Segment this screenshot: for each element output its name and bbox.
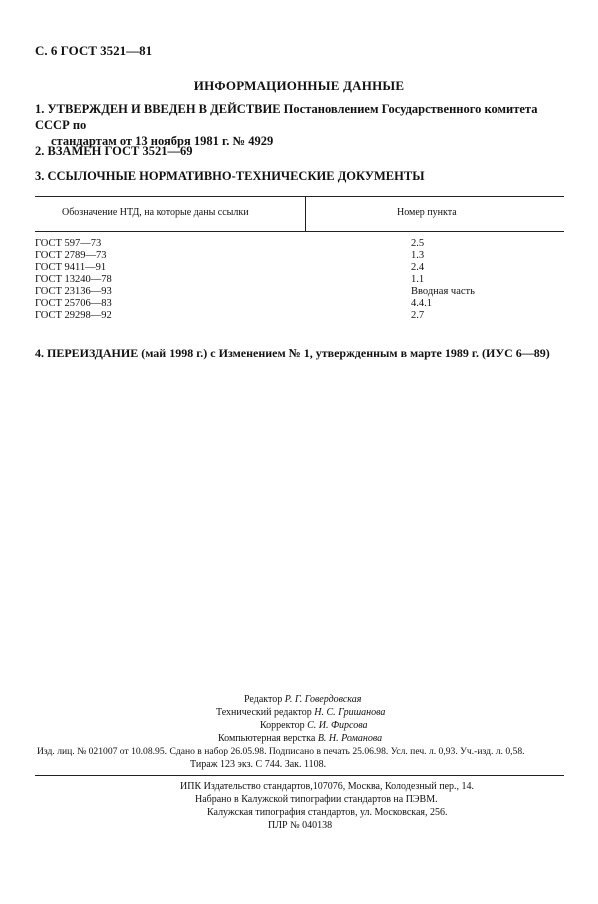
table-col1-header: Обозначение НТД, на которые даны ссылки bbox=[62, 207, 249, 218]
table-top-rule bbox=[35, 196, 564, 197]
credit-tech-editor bbox=[216, 706, 423, 719]
page-header: С. 6 ГОСТ 3521—81 bbox=[35, 43, 153, 58]
info-item-1 bbox=[35, 101, 565, 149]
table-header-rule bbox=[35, 231, 564, 232]
table-cell-clause: 1.3 bbox=[411, 250, 425, 261]
credit-corrector-label: Корректор bbox=[260, 720, 305, 731]
credit-layout bbox=[218, 732, 423, 745]
table-col2-header: Номер пункта bbox=[397, 207, 457, 218]
table-header-divider bbox=[305, 196, 306, 231]
publisher-line4: ПЛР № 040138 bbox=[268, 820, 333, 831]
section-title: ИНФОРМАЦИОННЫЕ ДАННЫЕ bbox=[193, 78, 405, 93]
table-cell-ntd: ГОСТ 13240—78 bbox=[35, 274, 112, 285]
info-item-1-line2: стандартам от 13 ноября 1981 г. № 4929 bbox=[51, 134, 274, 148]
table-cell-clause: 2.4 bbox=[411, 262, 425, 273]
credit-corrector bbox=[243, 719, 423, 732]
table-cell-clause: 4.4.1 bbox=[411, 298, 432, 309]
table-cell-clause: 2.5 bbox=[411, 238, 425, 249]
table-cell-ntd: ГОСТ 29298—92 bbox=[35, 310, 112, 321]
table-col2 bbox=[411, 238, 475, 322]
table-cell-ntd: ГОСТ 23136—93 bbox=[35, 286, 112, 297]
info-item-2: 2. ВЗАМЕН ГОСТ 3521—69 bbox=[35, 144, 193, 158]
credit-editor-name: Р. Г. Говердовская bbox=[284, 694, 362, 705]
imprint-line1: Изд. лиц. № 021007 от 10.08.95. Сдано в набор 26.05.98. Подписано в печать 25.06.98. Усл. печ. л. 0,93. Уч.-изд. л. 0,58. bbox=[37, 746, 525, 757]
publisher-line3: Калужская типография стандартов, ул. Московская, 256. bbox=[207, 807, 448, 818]
publisher-line2: Набрано в Калужской типографии стандартов на ПЭВМ. bbox=[195, 794, 438, 805]
imprint-line2: Тираж 123 экз. С 744. Зак. 1108. bbox=[190, 759, 327, 770]
table-cell-ntd: ГОСТ 2789—73 bbox=[35, 250, 107, 261]
table-cell-ntd: ГОСТ 597—73 bbox=[35, 238, 102, 249]
table-cell-clause: 2.7 bbox=[411, 310, 425, 321]
table-col1 bbox=[35, 238, 112, 322]
credit-layout-name: В. Н. Романова bbox=[317, 733, 383, 744]
credit-tech-name: Н. С. Гришанова bbox=[314, 707, 386, 718]
info-item-3: 3. ССЫЛОЧНЫЕ НОРМАТИВНО-ТЕХНИЧЕСКИЕ ДОКУМЕНТЫ bbox=[35, 169, 425, 183]
info-item-1-line1: 1. УТВЕРЖДЕН И ВВЕДЕН В ДЕЙСТВИЕ Постановлением Государственного комитета СССР по bbox=[35, 102, 538, 132]
footer-rule bbox=[35, 775, 564, 776]
publisher-line1: ИПК Издательство стандартов,107076, Москва, Колодезный пер., 14. bbox=[180, 781, 475, 792]
table-cell-clause: 1.1 bbox=[411, 274, 425, 285]
table-cell-clause: Вводная часть bbox=[411, 286, 475, 297]
credit-layout-label: Компьютерная верстка bbox=[218, 733, 316, 744]
credits-block bbox=[216, 693, 423, 745]
credit-editor-label: Редактор bbox=[244, 694, 283, 705]
credit-corrector-name: С. И. Фирсова bbox=[307, 720, 368, 731]
table-cell-ntd: ГОСТ 25706—83 bbox=[35, 298, 112, 309]
info-item-4: 4. ПЕРЕИЗДАНИЕ (май 1998 г.) с Изменением № 1, утвержденным в марте 1989 г. (ИУС 6—89) bbox=[35, 346, 550, 360]
credit-editor bbox=[243, 693, 423, 706]
table-cell-ntd: ГОСТ 9411—91 bbox=[35, 262, 107, 273]
credit-tech-label: Технический редактор bbox=[216, 707, 312, 718]
